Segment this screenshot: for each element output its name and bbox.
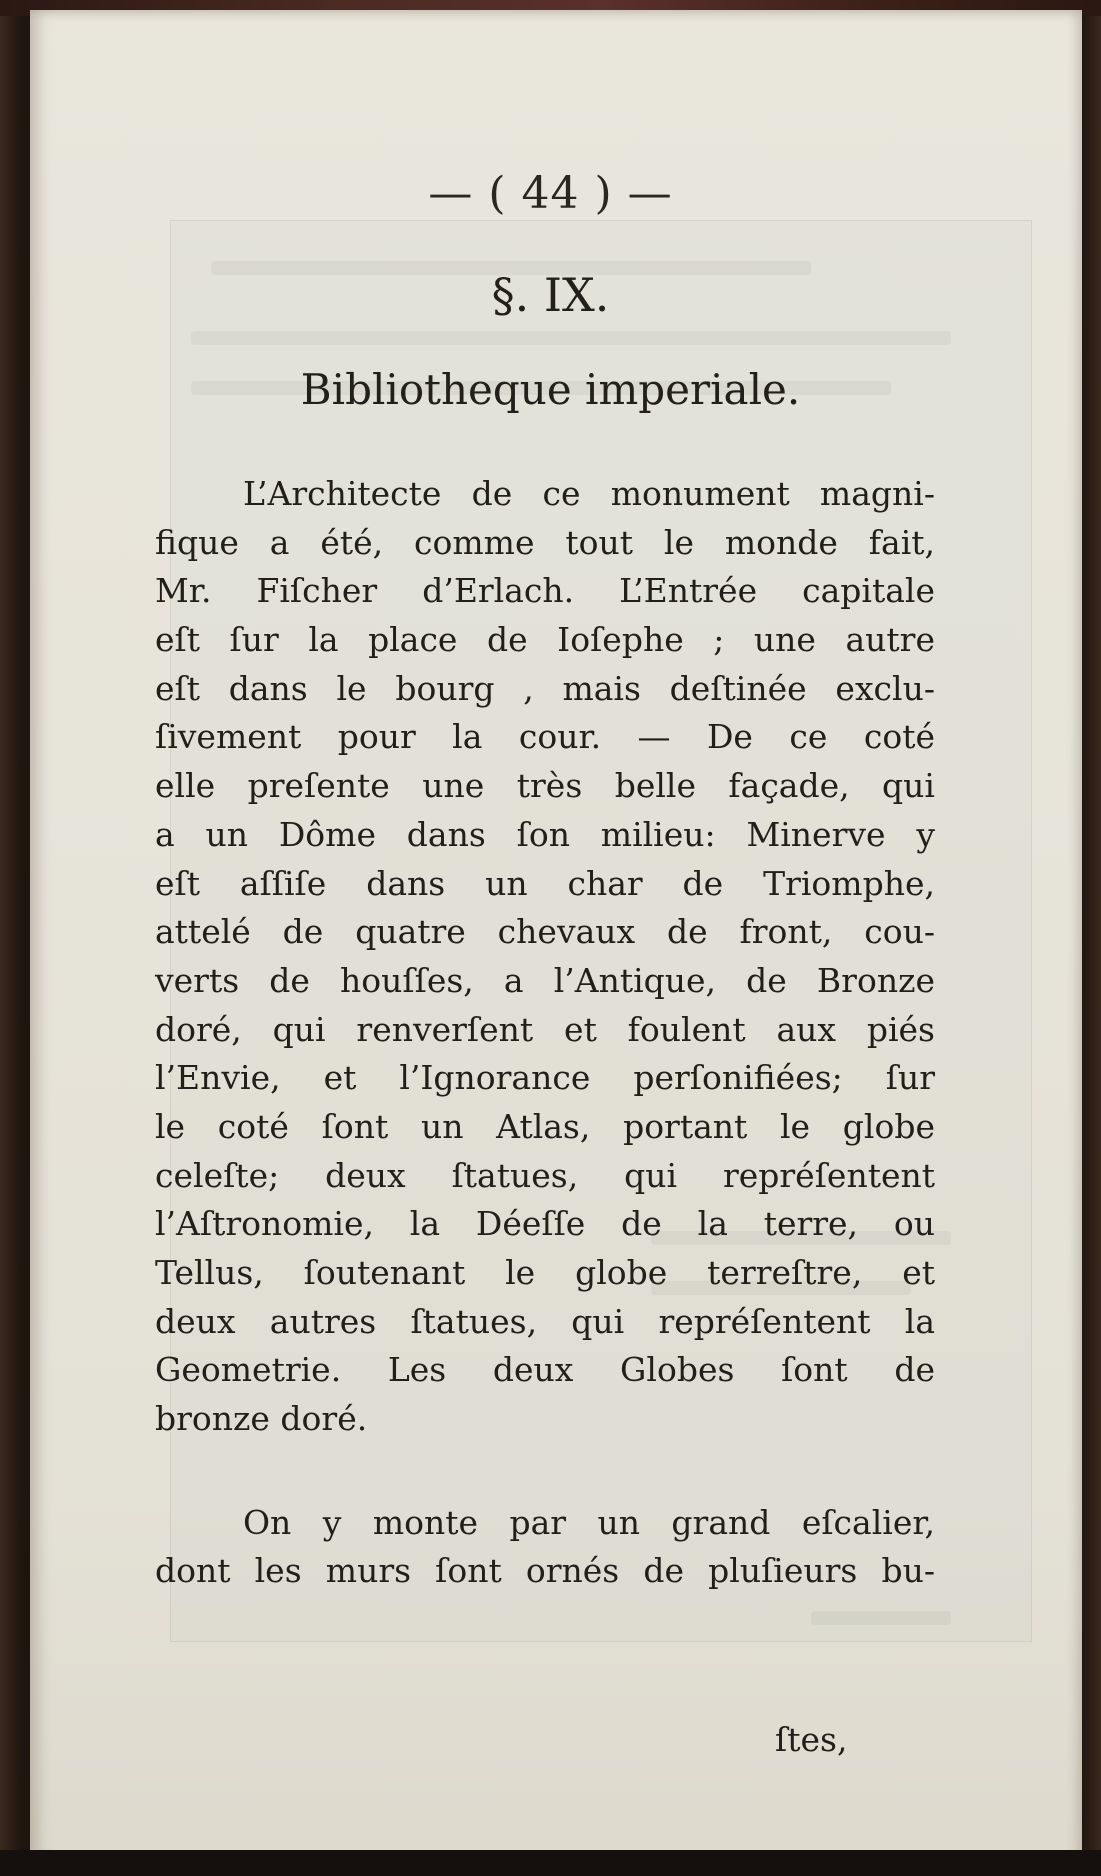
text-line: On y monte par un grand eſcalier, — [243, 1502, 935, 1542]
text-line: Tellus, ſoutenant le globe terreſtre, et — [155, 1253, 935, 1292]
text-line: L’Architecte de ce monument magni- — [243, 474, 935, 513]
text-line: doré, qui renverſent et foulent aux piés — [155, 1009, 935, 1049]
text-line: verts de houſſes, a l’Antique, de Bronze — [155, 960, 935, 1000]
text-line: ſivement pour la cour. — De ce coté — [155, 717, 935, 757]
text-line: Geometrie. Les deux Globes ſont de — [155, 1350, 935, 1390]
text-line: l’Envie, et l’Ignorance perſonifiées; ſur — [155, 1058, 935, 1098]
text-line: eſt ſur la place de Ioſephe ; une autre — [155, 620, 935, 660]
text-line: a un Dôme dans ſon milieu: Minerve y — [155, 814, 935, 854]
text-line: eſt dans le bourg , mais deſtinée exclu- — [155, 668, 935, 708]
catchword: ſtes, — [775, 1720, 848, 1759]
text-line: dont les murs ſont ornés de pluſieurs bu- — [155, 1551, 935, 1591]
text-line: eſt aſſiſe dans un char de Triomphe, — [155, 863, 935, 903]
text-line: Mr. Fiſcher d’Erlach. L’Entrée capitale — [155, 571, 935, 611]
text-line: bronze doré. — [155, 1399, 368, 1439]
text-line: elle preſente une très belle façade, qui — [155, 766, 935, 806]
text-line: l’Aſtronomie, la Déeſſe de la terre, ou — [155, 1204, 935, 1244]
book-edge-bottom — [0, 1850, 1101, 1876]
section-number: §. IX. — [491, 268, 610, 322]
text-line: fique a été, comme tout le monde fait, — [155, 522, 935, 562]
text-line: le coté ſont un Atlas, portant le globe — [155, 1106, 935, 1146]
text-line: attelé de quatre chevaux de front, cou- — [155, 912, 935, 952]
running-head: — ( 44 ) — — [428, 168, 673, 219]
paragraph-gap — [155, 1444, 935, 1499]
body-text — [155, 470, 935, 1596]
text-line: celeſte; deux ſtatues, qui repréſentent — [155, 1155, 935, 1195]
text-line: deux autres ſtatues, qui repréſentent la — [155, 1301, 935, 1341]
chapter-heading: Bibliotheque imperiale. — [300, 365, 801, 414]
